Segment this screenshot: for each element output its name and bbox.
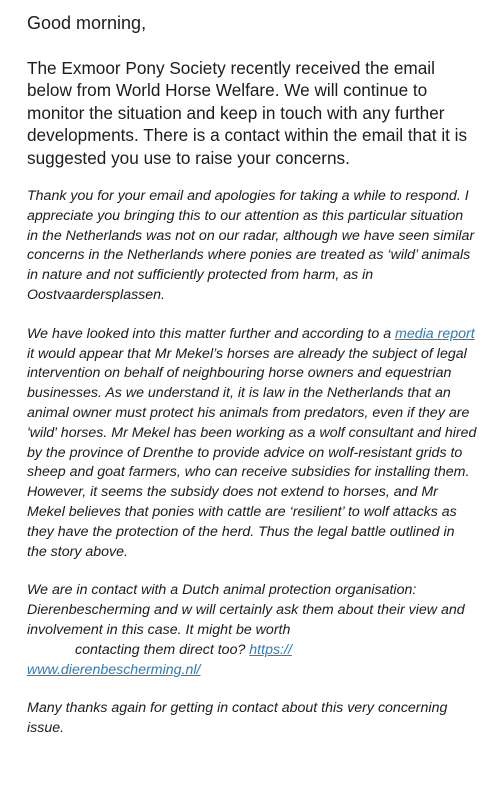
quoted-text: contacting them direct too? — [75, 641, 250, 658]
quoted-text: We are in contact with a Dutch animal protection organisation: Dierenbescherming and w will certainly ask them about their view and involvement in this case. It might be worth — [27, 582, 465, 638]
link-text: www.dierenbescherming.nl/ — [27, 661, 201, 678]
quoted-paragraph-2 — [27, 325, 477, 563]
greeting: Good morning, — [27, 13, 147, 33]
media-report-link[interactable]: media report — [395, 325, 475, 342]
quoted-paragraph-3 — [27, 581, 477, 680]
quoted-paragraph-1: Thank you for your email and apologies for taking a while to respond. I appreciate you bringing this to our attention as this particular situation in the Netherlands was not on our radar, although we have seen similar concerns in the Netherlands where ponies are treated as ‘wild’ animals in nature and not sufficiently protected from harm, as in Oostvaardersplassen. — [27, 188, 475, 304]
link-text: https:// — [249, 641, 292, 658]
quoted-text: We have looked into this matter further and according to a — [27, 325, 396, 342]
intro-paragraph: The Exmoor Pony Society recently received the email below from World Horse Welfare. We will continue to monitor the situation and keep in touch with any further developments. There is a contact within the email that it is suggested you use to raise your concerns. — [27, 58, 468, 168]
quoted-paragraph-4: Many thanks again for getting in contact about this very concerning issue. — [27, 700, 448, 737]
quoted-text: it would appear that Mr Mekel’s horses are already the subject of legal intervention on behalf of neighbouring horse owners and equestrian businesses. As we understand it, it is law in the Netherlands that an animal owner must protect his animals from predators, even if they are 'wild' horses. Mr Mekel has been working as a wolf consultant and hired by the province of Drenthe to provide advice on wolf-resistant grids to sheep and goat farmers, who can receive subsidies for installing them. However, it seems the subsidy does not extend to horses, and Mr Mekel believes that ponies with cattle are ‘resilient’ to wolf attacks as they have the protection of the herd. Thus the legal battle outlined in the story above. — [27, 345, 477, 560]
